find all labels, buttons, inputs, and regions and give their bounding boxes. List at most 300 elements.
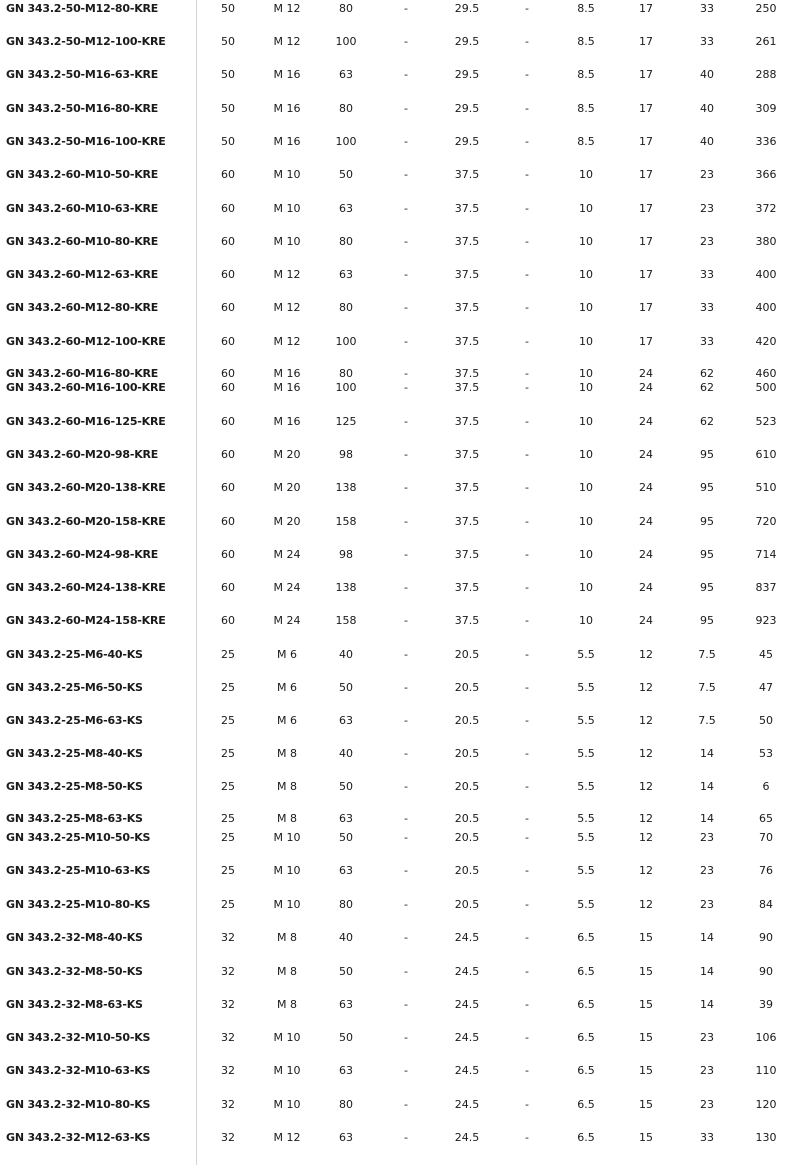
table-cell: M 6 — [277, 714, 297, 727]
table-cell: 63 — [339, 68, 353, 81]
table-cell: 80 — [339, 102, 353, 115]
table-cell: - — [404, 448, 408, 461]
table-cell: - — [404, 965, 408, 978]
table-cell: - — [404, 1131, 408, 1144]
article-number: GN 343.2-60-M20-158-KRE — [6, 515, 166, 528]
table-cell: - — [525, 268, 529, 281]
table-cell: - — [404, 931, 408, 944]
table-cell: - — [404, 135, 408, 148]
table-cell: 37.5 — [454, 235, 480, 248]
table-cell: 12 — [639, 898, 653, 911]
table-cell: 50 — [221, 135, 235, 148]
table-cell: 17 — [639, 168, 653, 181]
table-cell: M 12 — [273, 268, 301, 281]
article-number: GN 343.2-60-M16-125-KRE — [6, 415, 166, 428]
table-cell: - — [404, 898, 408, 911]
table-cell: 5.5 — [577, 714, 595, 727]
table-cell: M 6 — [277, 648, 297, 661]
table-cell: 80 — [339, 898, 353, 911]
table-cell: - — [525, 714, 529, 727]
table-cell: 33 — [700, 301, 714, 314]
table-cell: - — [404, 202, 408, 215]
table-row — [0, 581, 790, 595]
table-cell: 70 — [759, 831, 773, 844]
table-cell: 60 — [221, 202, 235, 215]
table-cell: 23 — [700, 831, 714, 844]
table-cell: M 12 — [273, 301, 301, 314]
table-row — [0, 831, 790, 845]
article-number: GN 343.2-50-M16-100-KRE — [6, 135, 166, 148]
table-cell: 24 — [639, 481, 653, 494]
article-number: GN 343.2-60-M16-80-KRE — [6, 367, 159, 380]
table-cell: 12 — [639, 831, 653, 844]
table-cell: 110 — [755, 1064, 777, 1077]
article-number: GN 343.2-25-M8-63-KS — [6, 812, 143, 825]
table-cell: 50 — [339, 168, 353, 181]
table-cell: 100 — [335, 35, 357, 48]
table-cell: - — [404, 301, 408, 314]
table-cell: 24 — [639, 581, 653, 594]
table-cell: 24.5 — [454, 1064, 480, 1077]
table-cell: - — [404, 998, 408, 1011]
table-cell: 60 — [221, 301, 235, 314]
table-row — [0, 1098, 790, 1112]
table-cell: 50 — [759, 714, 773, 727]
table-cell: 95 — [700, 515, 714, 528]
table-row — [0, 812, 790, 826]
table-cell: 50 — [339, 965, 353, 978]
table-cell: 37.5 — [454, 335, 480, 348]
table-cell: 100 — [335, 335, 357, 348]
table-cell: 25 — [221, 831, 235, 844]
table-cell: 98 — [339, 548, 353, 561]
table-cell: - — [404, 648, 408, 661]
table-cell: 17 — [639, 335, 653, 348]
table-cell: - — [525, 202, 529, 215]
table-cell: 24.5 — [454, 965, 480, 978]
table-cell: 250 — [755, 2, 777, 15]
table-cell: 6 — [762, 780, 770, 793]
article-number: GN 343.2-60-M16-100-KRE — [6, 381, 166, 394]
table-cell: M 16 — [273, 415, 301, 428]
table-cell: 24.5 — [454, 1098, 480, 1111]
table-cell: 10 — [579, 548, 593, 561]
table-cell: 37.5 — [454, 448, 480, 461]
table-cell: 76 — [759, 864, 773, 877]
table-cell: 50 — [221, 102, 235, 115]
table-cell: 837 — [755, 581, 777, 594]
table-cell: 60 — [221, 581, 235, 594]
table-cell: M 24 — [273, 548, 301, 561]
table-cell: 37.5 — [454, 301, 480, 314]
table-cell: 5.5 — [577, 812, 595, 825]
table-cell: 15 — [639, 998, 653, 1011]
table-cell: 6.5 — [577, 1131, 595, 1144]
table-cell: 63 — [339, 714, 353, 727]
table-cell: 20.5 — [454, 812, 480, 825]
article-number: GN 343.2-32-M10-50-KS — [6, 1031, 151, 1044]
table-cell: 40 — [339, 747, 353, 760]
table-cell: 50 — [339, 1031, 353, 1044]
table-cell: 40 — [700, 68, 714, 81]
table-cell: 90 — [759, 965, 773, 978]
table-cell: 32 — [221, 1098, 235, 1111]
article-number: GN 343.2-60-M24-138-KRE — [6, 581, 166, 594]
table-cell: 10 — [579, 614, 593, 627]
table-cell: 63 — [339, 812, 353, 825]
table-cell: 380 — [755, 235, 777, 248]
article-number: GN 343.2-60-M12-100-KRE — [6, 335, 166, 348]
table-cell: - — [525, 1098, 529, 1111]
table-cell: 60 — [221, 268, 235, 281]
table-cell: - — [525, 998, 529, 1011]
table-cell: - — [404, 168, 408, 181]
table-cell: 23 — [700, 1031, 714, 1044]
table-cell: 10 — [579, 481, 593, 494]
table-cell: 125 — [335, 415, 357, 428]
table-cell: 20.5 — [454, 898, 480, 911]
table-cell: 80 — [339, 1098, 353, 1111]
table-cell: 10 — [579, 268, 593, 281]
table-cell: 15 — [639, 931, 653, 944]
table-cell: 84 — [759, 898, 773, 911]
table-cell: M 16 — [273, 68, 301, 81]
table-cell: 24 — [639, 548, 653, 561]
table-cell: 62 — [700, 381, 714, 394]
table-cell: - — [404, 367, 408, 380]
table-cell: 20.5 — [454, 780, 480, 793]
article-number: GN 343.2-50-M16-63-KRE — [6, 68, 159, 81]
table-cell: - — [525, 68, 529, 81]
table-cell: 15 — [639, 1098, 653, 1111]
table-cell: 50 — [221, 35, 235, 48]
table-cell: 32 — [221, 1031, 235, 1044]
table-cell: - — [525, 448, 529, 461]
table-cell: 37.5 — [454, 614, 480, 627]
table-cell: - — [525, 780, 529, 793]
table-cell: - — [525, 747, 529, 760]
table-cell: - — [525, 367, 529, 380]
table-cell: M 8 — [277, 812, 297, 825]
table-row — [0, 235, 790, 249]
table-cell: 37.5 — [454, 367, 480, 380]
table-cell: M 8 — [277, 931, 297, 944]
table-cell: 14 — [700, 747, 714, 760]
table-cell: M 20 — [273, 481, 301, 494]
table-cell: 8.5 — [577, 102, 595, 115]
table-row — [0, 1131, 790, 1145]
table-cell: 12 — [639, 747, 653, 760]
article-number: GN 343.2-50-M12-100-KRE — [6, 35, 166, 48]
table-cell: 60 — [221, 515, 235, 528]
table-cell: 6.5 — [577, 931, 595, 944]
table-cell: 20.5 — [454, 714, 480, 727]
table-cell: 5.5 — [577, 681, 595, 694]
table-row — [0, 965, 790, 979]
table-cell: 40 — [700, 135, 714, 148]
table-cell: 25 — [221, 780, 235, 793]
table-cell: 37.5 — [454, 168, 480, 181]
article-number: GN 343.2-25-M6-50-KS — [6, 681, 143, 694]
table-cell: - — [525, 898, 529, 911]
table-cell: - — [525, 648, 529, 661]
table-cell: 100 — [335, 135, 357, 148]
table-cell: 400 — [755, 268, 777, 281]
table-cell: 23 — [700, 864, 714, 877]
table-cell: 24.5 — [454, 931, 480, 944]
table-cell: M 8 — [277, 998, 297, 1011]
table-cell: M 8 — [277, 747, 297, 760]
article-number: GN 343.2-60-M10-50-KRE — [6, 168, 159, 181]
article-number: GN 343.2-50-M16-80-KRE — [6, 102, 159, 115]
table-cell: - — [404, 1098, 408, 1111]
table-cell: 95 — [700, 481, 714, 494]
table-cell: - — [525, 931, 529, 944]
table-cell: 60 — [221, 548, 235, 561]
table-cell: 24.5 — [454, 1031, 480, 1044]
article-number: GN 343.2-60-M20-98-KRE — [6, 448, 159, 461]
table-cell: M 8 — [277, 780, 297, 793]
table-cell: - — [404, 548, 408, 561]
table-cell: - — [525, 1131, 529, 1144]
table-row — [0, 367, 790, 381]
table-row — [0, 268, 790, 282]
table-row — [0, 135, 790, 149]
table-row — [0, 68, 790, 82]
table-cell: 610 — [755, 448, 777, 461]
table-cell: M 16 — [273, 102, 301, 115]
table-cell: 25 — [221, 714, 235, 727]
table-cell: 95 — [700, 581, 714, 594]
table-cell: - — [404, 614, 408, 627]
table-cell: M 12 — [273, 335, 301, 348]
table-cell: 14 — [700, 965, 714, 978]
article-number: GN 343.2-60-M24-98-KRE — [6, 548, 159, 561]
table-cell: 5.5 — [577, 648, 595, 661]
table-cell: - — [404, 381, 408, 394]
table-cell: - — [525, 135, 529, 148]
table-cell: M 24 — [273, 614, 301, 627]
table-cell: 24 — [639, 515, 653, 528]
table-cell: 60 — [221, 448, 235, 461]
table-cell: 50 — [339, 780, 353, 793]
table-cell: 62 — [700, 367, 714, 380]
table-cell: 32 — [221, 931, 235, 944]
table-cell: - — [525, 481, 529, 494]
article-number: GN 343.2-50-M12-80-KRE — [6, 2, 159, 15]
table-cell: 15 — [639, 1131, 653, 1144]
table-cell: 8.5 — [577, 35, 595, 48]
article-number: GN 343.2-60-M12-80-KRE — [6, 301, 159, 314]
table-row — [0, 614, 790, 628]
table-cell: 138 — [335, 581, 357, 594]
table-cell: 17 — [639, 102, 653, 115]
table-cell: 63 — [339, 202, 353, 215]
table-cell: 261 — [755, 35, 777, 48]
table-cell: M 12 — [273, 1131, 301, 1144]
table-row — [0, 102, 790, 116]
table-cell: M 10 — [273, 864, 301, 877]
table-cell: 37.5 — [454, 268, 480, 281]
table-cell: - — [525, 515, 529, 528]
table-cell: 50 — [339, 831, 353, 844]
table-cell: 25 — [221, 648, 235, 661]
table-cell: 39 — [759, 998, 773, 1011]
table-cell: 17 — [639, 202, 653, 215]
table-cell: 90 — [759, 931, 773, 944]
table-cell: - — [525, 812, 529, 825]
table-cell: 33 — [700, 268, 714, 281]
table-cell: 158 — [335, 515, 357, 528]
table-cell: 106 — [755, 1031, 777, 1044]
table-cell: 10 — [579, 168, 593, 181]
table-row — [0, 35, 790, 49]
table-row — [0, 714, 790, 728]
table-cell: 33 — [700, 335, 714, 348]
table-cell: 32 — [221, 965, 235, 978]
table-cell: - — [404, 102, 408, 115]
table-cell: 20.5 — [454, 831, 480, 844]
table-cell: 17 — [639, 268, 653, 281]
table-cell: 10 — [579, 301, 593, 314]
article-number: GN 343.2-25-M10-63-KS — [6, 864, 151, 877]
table-row — [0, 2, 790, 16]
table-cell: 20.5 — [454, 681, 480, 694]
table-cell: M 10 — [273, 1098, 301, 1111]
table-cell: - — [525, 965, 529, 978]
table-cell: 80 — [339, 301, 353, 314]
table-cell: 12 — [639, 648, 653, 661]
table-cell: 14 — [700, 998, 714, 1011]
table-cell: 10 — [579, 515, 593, 528]
table-cell: 60 — [221, 367, 235, 380]
table-cell: - — [525, 614, 529, 627]
table-cell: 60 — [221, 481, 235, 494]
table-cell: M 10 — [273, 898, 301, 911]
table-cell: M 24 — [273, 581, 301, 594]
table-cell: 24.5 — [454, 1131, 480, 1144]
table-cell: M 8 — [277, 965, 297, 978]
table-cell: 17 — [639, 2, 653, 15]
table-cell: - — [404, 35, 408, 48]
table-cell: 5.5 — [577, 864, 595, 877]
article-number: GN 343.2-32-M8-50-KS — [6, 965, 143, 978]
table-cell: 24 — [639, 381, 653, 394]
table-cell: 336 — [755, 135, 777, 148]
table-cell: 510 — [755, 481, 777, 494]
table-cell: 95 — [700, 548, 714, 561]
table-cell: 10 — [579, 235, 593, 248]
table-cell: 20.5 — [454, 648, 480, 661]
table-cell: - — [525, 335, 529, 348]
table-row — [0, 681, 790, 695]
article-number: GN 343.2-25-M10-50-KS — [6, 831, 151, 844]
table-cell: M 12 — [273, 2, 301, 15]
table-cell: 37.5 — [454, 481, 480, 494]
table-row — [0, 448, 790, 462]
table-cell: 6.5 — [577, 1031, 595, 1044]
table-cell: 720 — [755, 515, 777, 528]
table-cell: - — [404, 812, 408, 825]
table-cell: 5.5 — [577, 780, 595, 793]
table-cell: 7.5 — [698, 714, 716, 727]
table-cell: - — [525, 301, 529, 314]
table-row — [0, 415, 790, 429]
table-row — [0, 747, 790, 761]
table-cell: 37.5 — [454, 202, 480, 215]
article-number: GN 343.2-32-M10-80-KS — [6, 1098, 151, 1111]
table-cell: - — [525, 548, 529, 561]
table-cell: M 6 — [277, 681, 297, 694]
table-cell: 120 — [755, 1098, 777, 1111]
table-cell: 25 — [221, 747, 235, 760]
table-cell: - — [404, 831, 408, 844]
table-cell: M 20 — [273, 448, 301, 461]
table-cell: 60 — [221, 335, 235, 348]
table-row — [0, 864, 790, 878]
table-cell: 17 — [639, 35, 653, 48]
table-cell: 80 — [339, 235, 353, 248]
table-cell: 80 — [339, 2, 353, 15]
table-cell: 24 — [639, 448, 653, 461]
table-cell: - — [525, 581, 529, 594]
table-cell: 60 — [221, 415, 235, 428]
table-cell: M 20 — [273, 515, 301, 528]
article-number: GN 343.2-25-M8-50-KS — [6, 780, 143, 793]
table-cell: 50 — [221, 2, 235, 15]
table-cell: 158 — [335, 614, 357, 627]
table-cell: M 16 — [273, 381, 301, 394]
table-cell: M 10 — [273, 202, 301, 215]
table-cell: 40 — [339, 931, 353, 944]
table-cell: 98 — [339, 448, 353, 461]
table-cell: 15 — [639, 1031, 653, 1044]
table-cell: 460 — [755, 367, 777, 380]
table-cell: - — [525, 381, 529, 394]
table-cell: 24.5 — [454, 998, 480, 1011]
table-cell: 29.5 — [454, 68, 480, 81]
article-number: GN 343.2-60-M20-138-KRE — [6, 481, 166, 494]
table-cell: 37.5 — [454, 515, 480, 528]
article-number: GN 343.2-25-M6-63-KS — [6, 714, 143, 727]
table-cell: 7.5 — [698, 648, 716, 661]
table-row — [0, 335, 790, 349]
table-cell: 24 — [639, 614, 653, 627]
table-cell: 50 — [221, 68, 235, 81]
table-cell: 24 — [639, 415, 653, 428]
table-row — [0, 168, 790, 182]
table-cell: - — [525, 235, 529, 248]
table-cell: - — [404, 415, 408, 428]
table-cell: 32 — [221, 1131, 235, 1144]
table-cell: - — [525, 681, 529, 694]
table-row — [0, 301, 790, 315]
table-cell: 523 — [755, 415, 777, 428]
table-row — [0, 648, 790, 662]
table-cell: 80 — [339, 367, 353, 380]
table-cell: 63 — [339, 1064, 353, 1077]
table-row — [0, 481, 790, 495]
table-cell: 5.5 — [577, 831, 595, 844]
table-cell: - — [404, 1031, 408, 1044]
table-cell: 8.5 — [577, 135, 595, 148]
table-cell: 45 — [759, 648, 773, 661]
table-cell: 10 — [579, 448, 593, 461]
table-cell: 10 — [579, 335, 593, 348]
table-cell: 37.5 — [454, 381, 480, 394]
table-cell: 17 — [639, 68, 653, 81]
table-cell: 12 — [639, 812, 653, 825]
